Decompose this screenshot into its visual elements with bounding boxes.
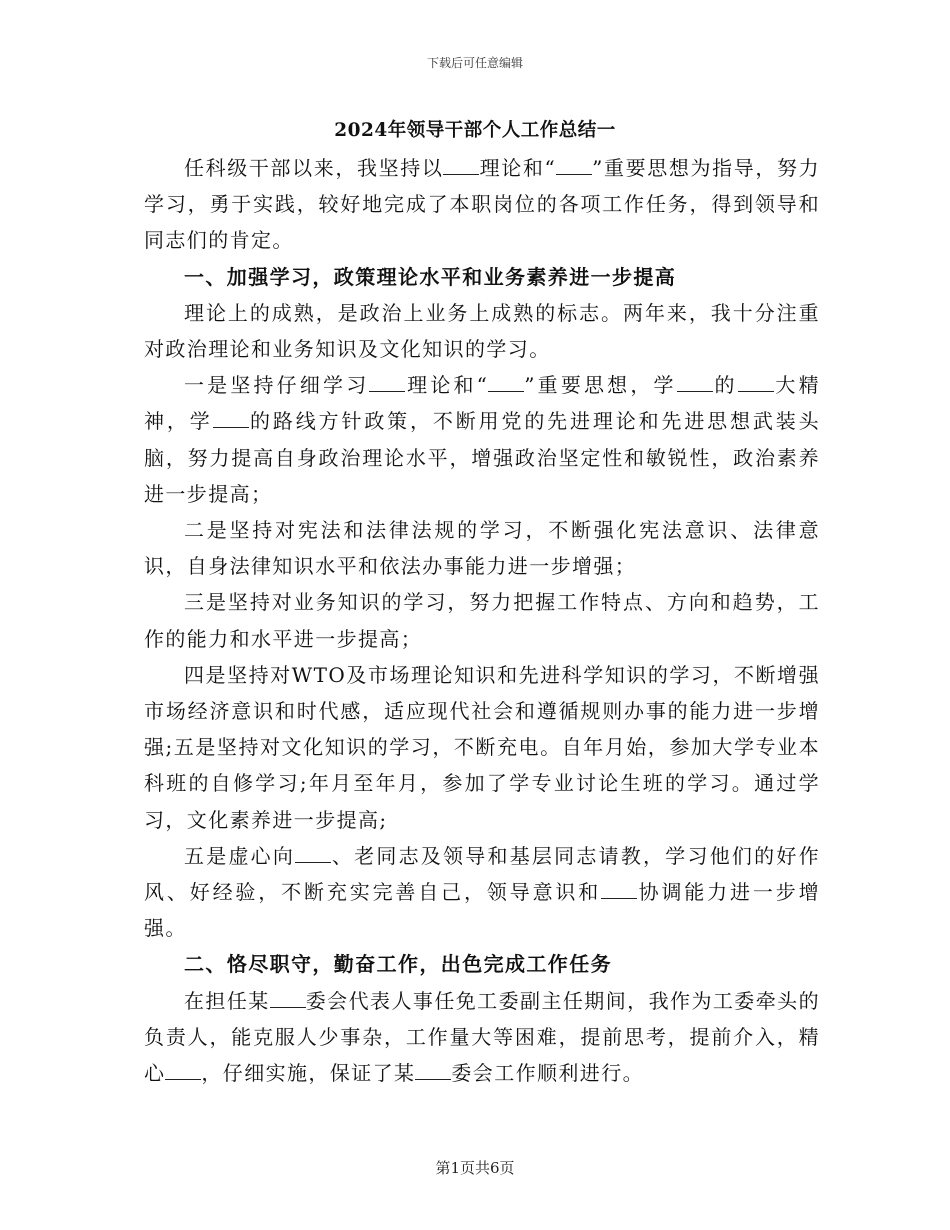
paragraph-text: 在担任某 (184, 988, 270, 1013)
document-body (144, 150, 820, 1091)
fill-in-blank (738, 373, 774, 392)
paragraph-text: ”重要思想，学 (524, 373, 677, 398)
paragraph-text: 的路线方针政策，不断用党的先进理论和先进思想武装头脑，努力提高自身政治理论水平，增强政治坚定性和敏锐性，政治素养进一步提高； (144, 409, 821, 506)
paragraph-text: 大精神，学 (144, 373, 820, 434)
fill-in-blank (295, 844, 331, 863)
paragraph-text: 理论和“ (479, 156, 557, 180)
body-paragraph (144, 512, 820, 584)
section-heading (144, 259, 820, 295)
body-paragraph (144, 983, 820, 1092)
page-number: 第1页共6页 (435, 1159, 515, 1177)
paragraph-text: 五是虚心向 (184, 843, 296, 868)
paragraph-text: 二、恪尽职守，勤奋工作，出色完成工作任务 (184, 952, 612, 977)
paragraph-text: ”重要思想为指导，努力学习，勇于实践，较好地完成了本职岗位的各项工作任务，得到领导和同志们的肯定。 (144, 156, 821, 253)
paragraph-text: 的 (712, 373, 738, 398)
body-paragraph (144, 367, 820, 512)
fill-in-blank (270, 989, 306, 1008)
paragraph-text: 任科级干部以来，我坚持以 (184, 156, 444, 180)
fill-in-blank (601, 880, 637, 899)
paragraph-text: 委会代表人事任免工委副主任期间，我作为工委牵头的负责人，能克服人少事杂，工作量大等困难，提前思考，提前介入，精心 (144, 988, 820, 1086)
paragraph-text: 四是坚持对WTO及市场理论知识和先进科学知识的学习，不断增强市场经济意识和时代感，适应现代社会和遵循规则办事的能力进一步增强;五是坚持对文化知识的学习，不断充电。自年月始，参加大学专业本科班的自修学习;年月至年月，参加了学专业讨论生班的学习。通过学习，文化素养进一步提高; (144, 662, 820, 832)
paragraph-text: 、老同志及领导和基层同志请教，学习他们的好作风、好经验，不断充实完善自己，领导意识和 (144, 843, 820, 905)
paragraph-text: 理论和“ (405, 373, 489, 398)
paragraph-text: 二是坚持对宪法和法律法规的学习，不断强化宪法意识、法律意识，自身法律知识水平和依法办事能力进一步增强； (144, 518, 820, 579)
paragraph-text: 三是坚持对业务知识的学习，努力把握工作特点、方向和趋势，工作的能力和水平进一步提高； (144, 590, 820, 651)
paragraph-text: ，仔细实施，保证了某 (201, 1061, 416, 1086)
body-paragraph (144, 838, 820, 947)
document-title: 2024年领导干部个人工作总结一 (334, 120, 616, 141)
paragraph-text: 理论上的成熟，是政治上业务上成熟的标志。两年来，我十分注重对政治理论和业务知识及文化知识的学习。 (144, 300, 820, 362)
fill-in-blank (165, 1061, 201, 1080)
paragraph-text: 委会工作顺利进行。 (451, 1061, 645, 1086)
fill-in-blank (415, 1061, 451, 1080)
body-paragraph (144, 584, 820, 656)
fill-in-blank (369, 373, 405, 392)
header-note: 下载后可任意编辑 (426, 56, 523, 70)
fill-in-blank (677, 373, 713, 392)
paragraph-text: 一、加强学习，政策理论水平和业务素养进一步提高 (184, 264, 677, 289)
section-heading (144, 946, 820, 982)
paragraph-text: 协调能力进一步增强。 (144, 880, 820, 941)
body-paragraph (144, 295, 820, 367)
paragraph-text: 一是坚持仔细学习 (184, 373, 370, 398)
fill-in-blank (556, 156, 592, 175)
fill-in-blank (488, 373, 524, 392)
fill-in-blank (213, 409, 249, 428)
body-paragraph (144, 657, 820, 838)
fill-in-blank (443, 156, 479, 175)
body-paragraph (144, 150, 820, 259)
